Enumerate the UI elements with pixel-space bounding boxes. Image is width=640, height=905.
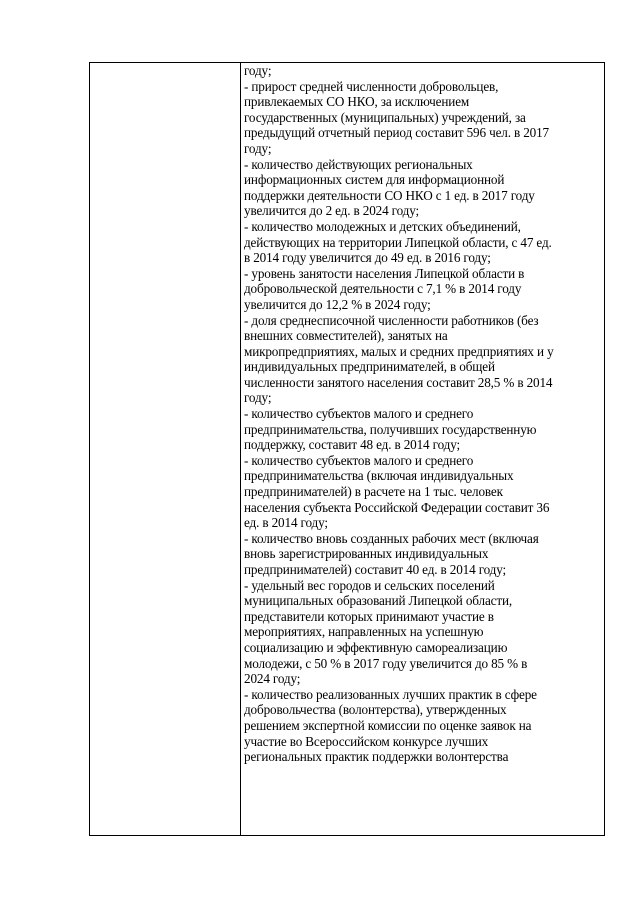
text-line: - количество субъектов малого и среднего <box>244 406 474 422</box>
text-line: году; <box>244 140 272 156</box>
text-line: предпринимательства, получивших государственную <box>244 421 537 437</box>
text-line: мероприятиях, направленных на успешную <box>244 624 484 640</box>
text-line: увеличится до 12,2 % в 2024 году; <box>244 296 431 312</box>
table-cell-left <box>90 63 241 835</box>
text-line: в 2014 году увеличится до 49 ед. в 2016 году; <box>244 250 491 266</box>
text-line: - доля среднесписочной численности работников (без <box>244 312 539 328</box>
text-line: предпринимателей) составит 40 ед. в 2014 году; <box>244 562 507 577</box>
text-line: 2024 году; <box>244 671 301 687</box>
text-line: поддержки деятельности СО НКО с 1 ед. в 2017 году <box>244 187 535 203</box>
text-line: решением экспертной комиссии по оценке заявок на <box>244 717 532 733</box>
text-line: увеличится до 2 ед. в 2024 году; <box>244 203 420 219</box>
text-line: социализацию и эффективную самореализацию <box>244 639 508 655</box>
text-line: численности занятого населения составит 28,5 % в 2014 <box>244 374 553 390</box>
text-line: государственных (муниципальных) учреждений, за <box>244 109 526 125</box>
text-line: - уровень занятости населения Липецкой области в <box>244 265 525 281</box>
text-line: добровольческой деятельности с 7,1 % в 2014 году <box>244 281 522 297</box>
text-line: - прирост средней численности добровольцев, <box>244 78 499 94</box>
text-line: - количество реализованных лучших практик в сфере <box>244 686 537 702</box>
text-line: внешних совместителей), занятых на <box>244 328 448 344</box>
text-line: привлекаемых СО НКО, за исключением <box>244 94 470 110</box>
text-line: участие во Всероссийском конкурсе лучших <box>244 733 489 749</box>
text-line: - количество вновь созданных рабочих мест (включая <box>244 530 539 546</box>
text-line: - количество действующих региональных <box>244 156 473 172</box>
text-line: микропредприятиях, малых и средних предприятиях и у <box>244 343 554 359</box>
text-line: населения субъекта Российской Федерации составит 36 <box>244 499 550 515</box>
text-line: информационных систем для информационной <box>244 172 505 188</box>
text-line: году; <box>244 390 272 406</box>
text-line: - удельный вес городов и сельских поселений <box>244 577 495 593</box>
text-line: вновь зарегистрированных индивидуальных <box>244 546 489 562</box>
table <box>89 62 605 836</box>
text-line: - количество молодежных и детских объединений, <box>244 218 521 234</box>
text-line: представители которых принимают участие в <box>244 608 494 624</box>
text-line: молодежи, с 50 % в 2017 году увеличится до 85 % в <box>244 655 528 671</box>
text-line: действующих на территории Липецкой области, с 47 ед. <box>244 234 552 250</box>
text-line: предыдущий отчетный период составит 596 чел. в 2017 <box>244 125 549 141</box>
text-line: поддержку, составит 48 ед. в 2014 году; <box>244 437 460 453</box>
text-line: - количество субъектов малого и среднего <box>244 452 474 468</box>
text-line: региональных практик поддержки волонтерства <box>244 749 509 765</box>
text-line: году; <box>244 63 272 78</box>
text-line: индивидуальных предпринимателей, в общей <box>244 359 495 375</box>
text-line: добровольчества (волонтерства), утвержденных <box>244 702 507 718</box>
text-line: предпринимательства (включая индивидуальных <box>244 468 514 484</box>
text-line: ед. в 2014 году; <box>244 515 328 531</box>
text-line: предпринимателей) в расчете на 1 тыс. человек <box>244 484 503 500</box>
text-line: муниципальных образований Липецкой области, <box>244 593 513 609</box>
table-cell-right <box>241 63 604 835</box>
